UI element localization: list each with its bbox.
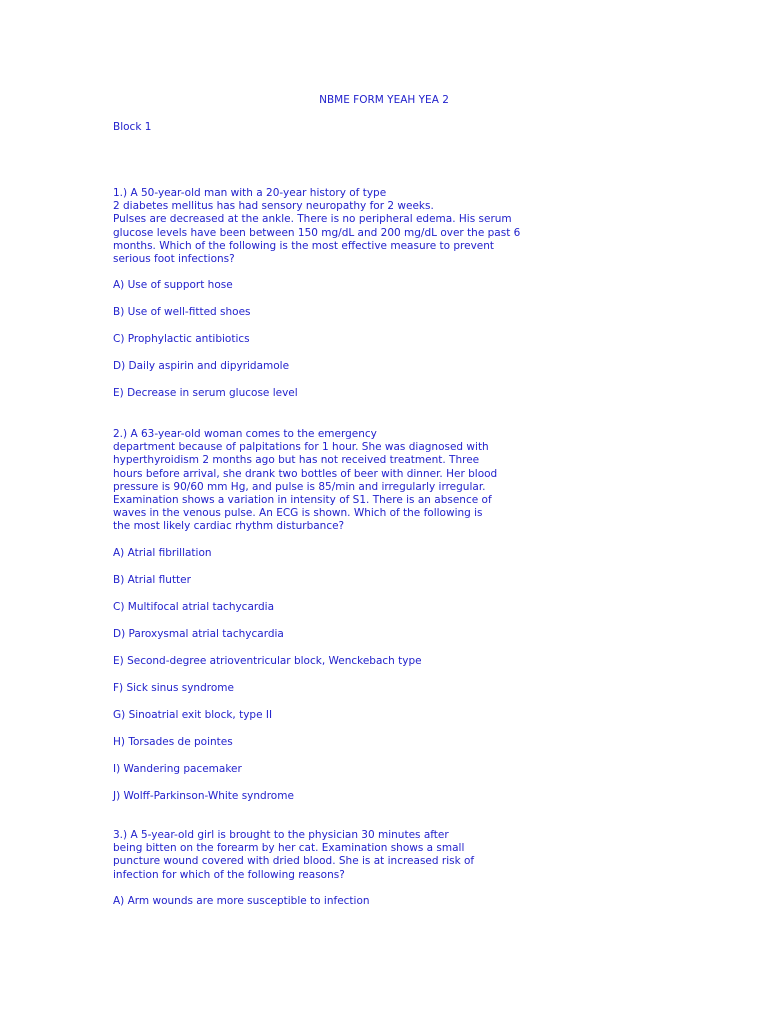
answer-option: E) Decrease in serum glucose level (113, 387, 298, 400)
stem-line: serious foot infections? (113, 253, 235, 266)
answer-option: D) Paroxysmal atrial tachycardia (113, 627, 284, 640)
stem-line: glucose levels have been between 150 mg/dL and 200 mg/dL over the past 6 (113, 226, 521, 239)
question-2 (113, 428, 553, 817)
answer-option: B) Use of well-fitted shoes (113, 306, 251, 319)
stem-line: 2.) A 63-year-old woman comes to the emergency (113, 428, 377, 440)
answer-option: G) Sinoatrial exit block, type II (113, 708, 273, 721)
stem-line: 3.) A 5-year-old girl is brought to the physician 30 minutes after (113, 829, 449, 841)
answer-option: A) Use of support hose (113, 279, 233, 292)
answer-option: I) Wandering pacemaker (113, 762, 242, 775)
document-title: NBME FORM YEAH YEA 2 (319, 94, 449, 106)
block-label: Block 1 (113, 121, 152, 133)
answer-option: A) Atrial fibrillation (113, 546, 212, 559)
question-stem (113, 187, 553, 266)
stem-line: Pulses are decreased at the ankle. There is no peripheral edema. His serum (113, 213, 512, 226)
stem-line: months. Which of the following is the most effective measure to prevent (113, 239, 495, 252)
stem-line: Examination shows a variation in intensity of S1. There is an absence of (113, 494, 492, 507)
question-1 (113, 187, 553, 414)
stem-line: department because of palpitations for 1 hour. She was diagnosed with (113, 441, 489, 454)
stem-line: hyperthyroidism 2 months ago but has not received treatment. Three (113, 454, 480, 467)
answer-option: H) Torsades de pointes (113, 735, 233, 748)
stem-line: pressure is 90/60 mm Hg, and pulse is 85/min and irregularly irregular. (113, 480, 486, 493)
stem-line: being bitten on the forearm by her cat. Examination shows a small (113, 842, 465, 855)
answer-options (113, 895, 553, 908)
stem-line: infection for which of the following reasons? (113, 868, 345, 881)
stem-line: 2 diabetes mellitus has had sensory neuropathy for 2 weeks. (113, 200, 434, 213)
question-3 (113, 829, 553, 922)
stem-line: hours before arrival, she drank two bottles of beer with dinner. Her blood (113, 467, 498, 480)
answer-option: C) Prophylactic antibiotics (113, 333, 250, 346)
answer-option: J) Wolff-Parkinson-White syndrome (113, 789, 294, 802)
answer-options (113, 279, 553, 400)
stem-line: puncture wound covered with dried blood. She is at increased risk of (113, 855, 475, 868)
answer-option: A) Arm wounds are more susceptible to infection (113, 894, 370, 907)
question-stem (113, 428, 553, 534)
stem-line: 1.) A 50-year-old man with a 20-year history of type (113, 187, 387, 199)
stem-line: waves in the venous pulse. An ECG is shown. Which of the following is (113, 507, 483, 520)
answer-option: E) Second-degree atrioventricular block, Wenckebach type (113, 654, 422, 667)
answer-option: F) Sick sinus syndrome (113, 681, 234, 694)
stem-line: the most likely cardiac rhythm disturbance? (113, 520, 345, 533)
answer-option: D) Daily aspirin and dipyridamole (113, 360, 290, 373)
answer-option: B) Atrial flutter (113, 573, 191, 586)
answer-options (113, 547, 553, 803)
question-stem (113, 829, 553, 882)
answer-option: C) Multifocal atrial tachycardia (113, 600, 275, 613)
